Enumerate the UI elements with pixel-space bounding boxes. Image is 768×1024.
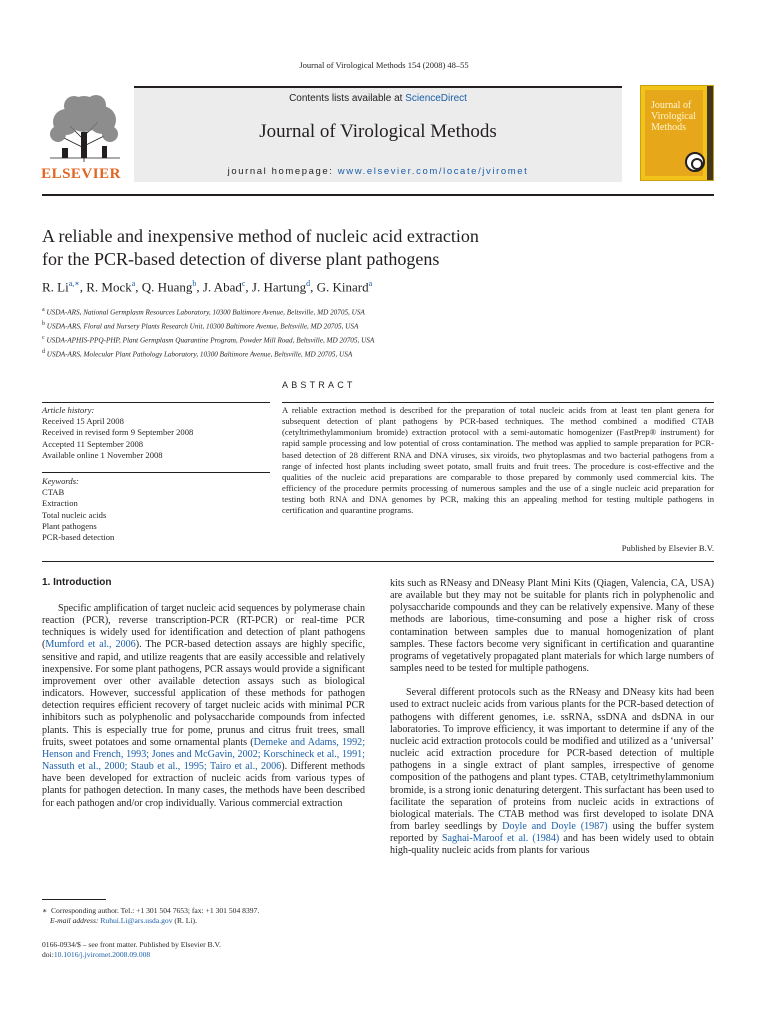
doi-label: doi: bbox=[42, 950, 54, 960]
paragraph: kits such as RNeasy and DNeasy Plant Mini Kits (Qiagen, Valencia, CA, USA) are available but they may not be suitable for plants rich in polyphenolic and polysaccharide compounds and they can be relatively expensive. Many of these methods are laborious, time-consuming and pose a higher risk of cross contamination between samples due to manual homogenization of plant samples. These factors become very significant in certification and quarantine programs of vegetatively propagated plant materials for which large numbers of samples need to be tested for multiple pathogens. bbox=[390, 578, 714, 675]
affil-text: USDA-APHIS-PPQ-PHP, Plant Germplasm Quarantine Program, Powder Mill Road, Beltsville, MD 20705, USA bbox=[46, 336, 375, 345]
keyword: Total nucleic acids bbox=[42, 509, 107, 520]
email-label: E-mail address: bbox=[50, 916, 101, 926]
affil-mark: d bbox=[42, 348, 45, 355]
abstract-text: A reliable extraction method is described for the preparation of total nucleic acids from at least ten plant genera for subsequent detection of plant pathogens by PCR-based techniques. The method combined a modified CTAB (cetyltrimethylammonium bromide) extraction protocol with a semi-automatic homogenizer (FastPrep® instrument) for rapid sample processing and low potential of cross contamination. The method was applied to sample preparation for PCR-based detection of 28 different RNA and DNA viruses, six viroids, two phytoplasmas and two bacterial pathogens from a range of infected host plants including sweet potato, small fruits and fruit trees. The procedure is cost-effective and the qualities of the nucleic acid preparations are comparable to those prepared by commonly used commercial kits. The efficiency of the procedure permits processing of numerous samples and the use of a single nucleic acid preparation for testing both RNA and DNA genomes by PCR, making this an appealing method for testing multiple pathogens in certification and quarantine programs. bbox=[282, 405, 714, 516]
affil-text: USDA-ARS, National Germplasm Resources Laboratory, 10300 Baltimore Avenue, Beltsville, MD 20705, USA bbox=[46, 308, 365, 317]
history-item: Available online 1 November 2008 bbox=[42, 449, 163, 460]
published-by: Published by Elsevier B.V. bbox=[621, 543, 714, 553]
article-info-mid-rule bbox=[42, 472, 270, 473]
journal-homepage-line bbox=[134, 166, 622, 177]
footnote-mark: ∗ bbox=[42, 906, 48, 915]
affiliation bbox=[42, 347, 374, 361]
affil-mark: c bbox=[42, 334, 45, 341]
keywords bbox=[42, 476, 270, 543]
author-affil-mark[interactable]: a bbox=[368, 279, 373, 288]
footnote-rule bbox=[42, 899, 106, 900]
cover-emblem-icon bbox=[685, 152, 705, 172]
paragraph bbox=[42, 603, 365, 810]
author-name: J. Abad bbox=[202, 279, 242, 295]
contents-lists-line bbox=[134, 93, 622, 104]
doi-link[interactable]: 10.1016/j.jviromet.2008.09.008 bbox=[53, 950, 151, 960]
article-history bbox=[42, 405, 270, 461]
author-sep: , bbox=[79, 279, 87, 295]
affil-mark: a bbox=[42, 307, 45, 313]
section-heading-introduction: 1. Introduction bbox=[42, 577, 112, 588]
contents-prefix: Contents lists available at bbox=[289, 93, 406, 104]
author-sep: , bbox=[135, 279, 142, 295]
footnote-line bbox=[42, 906, 259, 916]
homepage-link[interactable]: www.elsevier.com/locate/jviromet bbox=[337, 166, 529, 177]
cover-title-line: Virological bbox=[651, 111, 696, 122]
article-title bbox=[42, 225, 722, 271]
header-divider bbox=[42, 194, 714, 196]
author-sep: , bbox=[245, 279, 252, 295]
issn-line: 0166-0934/$ – see front matter. Published by Elsevier B.V. bbox=[42, 940, 221, 949]
email-link[interactable]: Ruhui.Li@ars.usda.gov bbox=[100, 916, 173, 926]
author-name: J. Hartung bbox=[251, 279, 307, 295]
affil-mark: b bbox=[42, 320, 45, 327]
author-name: R. Mock bbox=[86, 279, 132, 295]
cover-title-line: Journal of bbox=[651, 100, 692, 111]
author-affil-mark[interactable]: d bbox=[306, 279, 311, 288]
affiliation bbox=[42, 305, 374, 319]
author-sep: , bbox=[310, 279, 317, 295]
footnote-text: Corresponding author. Tel.: +1 301 504 7653; fax: +1 301 504 8397. bbox=[50, 906, 260, 915]
text-run: Specific amplification of target nucleic acid sequences by polymerase chain reaction (PCR), reverse transcription-PCR (RT-PCR) or real-time PCR techniques is widely used for identification and detection of plant pathogens ( bbox=[42, 603, 365, 651]
text-run: and has been widely used to obtain high-quality nucleic acids from plants for various bbox=[390, 833, 714, 857]
text-run: ). The PCR-based detection assays are highly specific, sensitive and rapid, and utilize reagents that are easily accessible and relatively inexpensive. For some plant pathogens, PCR assays would provide a significant improvement over other available detection assays such as biological indicators. However, successful application of these methods for pathogen detection requires efficient recovery of target nucleic acids with minimal PCR inhibitors such as polyphenolic and polysaccharide compounds from infected plants. This is especially true for pome, prunus and citrus fruit trees, small fruits, sweet potatoes and some ornamental plants ( bbox=[42, 639, 365, 748]
article-info-top-rule bbox=[42, 402, 270, 403]
homepage-prefix: journal homepage: bbox=[227, 166, 338, 177]
paragraph bbox=[390, 687, 714, 857]
citation-link[interactable]: Mumford et al., 2006 bbox=[45, 639, 136, 651]
author-affil-mark[interactable]: a,∗ bbox=[68, 279, 80, 288]
affil-text: USDA-ARS, Molecular Plant Pathology Laboratory, 10300 Baltimore Avenue, Beltsville, MD 20705, USA bbox=[46, 350, 353, 359]
journal-citation: Journal of Virological Methods 154 (2008) 48–55 bbox=[299, 60, 469, 70]
author-name: G. Kinard bbox=[316, 279, 369, 295]
keyword: CTAB bbox=[42, 487, 65, 498]
journal-cover-thumbnail bbox=[640, 85, 714, 181]
author-affil-mark[interactable]: b bbox=[192, 279, 197, 288]
author-list bbox=[42, 279, 372, 295]
doi-line bbox=[42, 950, 221, 960]
text-run: Several different protocols such as the RNeasy and DNeasy kits had been used to extract nucleic acids from various plants for the PCR-based detection of pathogens with different genomes, i.e. ssRNA, ssDNA and dsDNA in our laboratories. To improve efficiency, it was important to determine if any of the nucleic acid extraction protocols could be modified and utilized as a ‘universal’ nucleic acid extraction procedure for PCR-based detection of multiple pathogens in a single extract of plant samples, irrespective of genome composition of the pathogens and plant types. CTAB, cetyltrimethylammonium bromide, is a strong ionic denaturing detergent. This surfactant has been used to facilitate the separation of proteins from nucleic acids in extractions of biological materials. The CTAB method was first developed to isolate DNA from barley seedlings by bbox=[390, 687, 714, 832]
body-column-left bbox=[42, 603, 365, 822]
citation-link[interactable]: Demeke and Adams, 1992; Henson and French, 1993; Jones and McGavin, 2002; Korschineck et al., 1991; Nassuth et al., 2000; Staub et al., 1995; Tairo et al., 2006 bbox=[42, 736, 366, 773]
front-matter-info bbox=[42, 940, 221, 961]
author-affil-mark[interactable]: c bbox=[241, 279, 246, 288]
email-line bbox=[42, 916, 259, 926]
text-run: using the buffer system reported by bbox=[390, 820, 715, 845]
author-name: R. Li bbox=[42, 279, 69, 295]
abstract-bottom-rule bbox=[42, 561, 714, 562]
citation-link[interactable]: Doyle and Doyle (1987) bbox=[502, 820, 608, 832]
title-line-1: A reliable and inexpensive method of nucleic acid extraction bbox=[42, 226, 479, 246]
citation-link[interactable]: Saghai-Maroof et al. (1984) bbox=[441, 833, 560, 845]
author-affil-mark[interactable]: a bbox=[131, 279, 136, 288]
keyword: PCR-based detection bbox=[42, 532, 115, 543]
author-sep: , bbox=[196, 279, 203, 295]
keyword: Plant pathogens bbox=[42, 520, 97, 531]
elsevier-wordmark: ELSEVIER bbox=[41, 166, 121, 182]
history-item: Received 15 April 2008 bbox=[42, 416, 124, 427]
history-item: Received in revised form 9 September 2008 bbox=[42, 427, 194, 438]
affil-text: USDA-ARS, Floral and Nursery Plants Research Unit, 10300 Baltimore Avenue, Beltsville, MD 20705, USA bbox=[46, 322, 359, 331]
body-column-right bbox=[390, 578, 714, 857]
sciencedirect-link[interactable]: ScienceDirect bbox=[405, 93, 467, 104]
author-name: Q. Huang bbox=[141, 279, 193, 295]
cover-spine bbox=[707, 86, 713, 180]
corresponding-author-footnote bbox=[42, 906, 259, 927]
history-label: Article history: bbox=[42, 405, 95, 415]
affiliation bbox=[42, 333, 374, 347]
text-run: ). Different methods have been developed for extraction of nucleic acids from various types of plants for pathogen detection. In many cases, the methods have been described for each pathogen and/or crop individually. Various commercial extraction bbox=[42, 761, 365, 809]
cover-title-line: Methods bbox=[651, 122, 686, 133]
email-suffix: (R. Li). bbox=[172, 916, 197, 926]
journal-title: Journal of Virological Methods bbox=[259, 121, 497, 142]
keyword: Extraction bbox=[42, 498, 78, 509]
affiliations bbox=[42, 305, 374, 361]
affiliation bbox=[42, 319, 374, 333]
history-item: Accepted 11 September 2008 bbox=[42, 438, 144, 449]
title-line-2: for the PCR-based detection of diverse plant pathogens bbox=[42, 249, 440, 269]
abstract-top-rule bbox=[282, 402, 714, 403]
abstract-heading: ABSTRACT bbox=[282, 380, 356, 390]
keywords-label: Keywords: bbox=[42, 476, 79, 486]
